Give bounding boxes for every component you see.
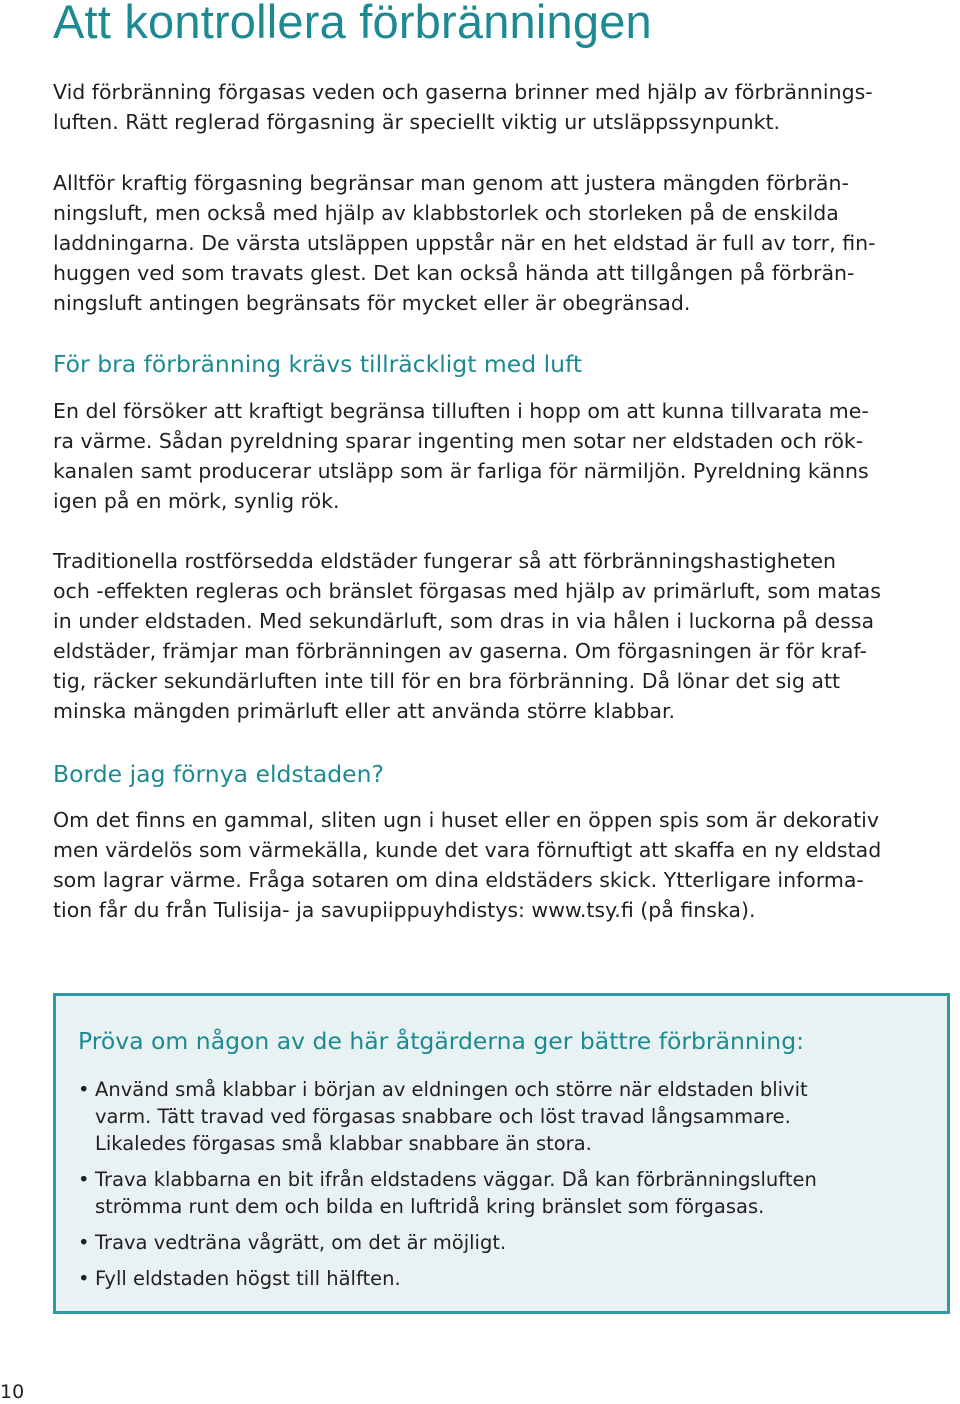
text-line: huggen ved som travats glest. Det kan också hända att tillgången på förbrän- [53, 261, 855, 285]
text-line: Traditionella rostförsedda eldstäder fungerar så att förbränningshastigheten [53, 549, 837, 573]
text-line: kanalen samt producerar utsläpp som är farliga för närmiljön. Pyreldning känns [53, 459, 869, 483]
text-line: som lagrar värme. Fråga sotaren om dina eldstäders skick. Ytterligare informa- [53, 868, 864, 892]
text-line: in under eldstaden. Med sekundärluft, som dras in via hålen i luckorna på dessa [53, 609, 875, 633]
tips-list [78, 1076, 817, 1301]
text-line: ningsluft antingen begränsats för mycket eller är obegränsad. [53, 291, 691, 315]
text-line: men värdelös som värmekälla, kunde det vara förnuftigt att skaffa en ny eldstad [53, 838, 882, 862]
text-line: Fyll eldstaden högst till hälften. [95, 1267, 401, 1290]
text-line: strömma runt dem och bilda en luftridå kring bränslet som förgasas. [95, 1195, 765, 1218]
text-line: Trava klabbarna en bit ifrån eldstadens väggar. Då kan förbränningsluften [95, 1168, 817, 1191]
bullet-icon: • [78, 1267, 90, 1290]
list-item [78, 1229, 817, 1256]
text-line: Vid förbränning förgasas veden och gaserna brinner med hjälp av förbrännings- [53, 80, 873, 104]
list-item [78, 1265, 817, 1292]
section-heading-air: För bra förbränning krävs tillräckligt med luft [53, 350, 583, 378]
page-title: Att kontrollera förbränningen [53, 0, 652, 48]
text-line: laddningarna. De värsta utsläppen uppstår när en het eldstad är full av torr, fin- [53, 231, 876, 255]
section2-paragraph-1 [53, 805, 881, 925]
bullet-icon: • [78, 1168, 90, 1191]
section1-paragraph-1 [53, 396, 869, 516]
tips-heading: Pröva om någon av de här åtgärderna ger bättre förbränning: [78, 1027, 805, 1055]
page-number: 10 [0, 1381, 25, 1403]
list-item [78, 1166, 817, 1220]
text-line: tion får du från Tulisija- ja savupiippuyhdistys: www.tsy.fi (på finska). [53, 898, 756, 922]
text-line: luften. Rätt reglerad förgasning är speciellt viktig ur utsläppssynpunkt. [53, 110, 781, 134]
bullet-icon: • [78, 1078, 90, 1101]
text-line: eldstäder, främjar man förbränningen av gaserna. Om förgasningen är för kraf- [53, 639, 867, 663]
text-line: och -effekten regleras och bränslet förgasas med hjälp av primärluft, som matas [53, 579, 881, 603]
text-line: ningsluft, men också med hjälp av klabbstorlek och storleken på de enskilda [53, 201, 839, 225]
text-line: minska mängden primärluft eller att använda större klabbar. [53, 699, 676, 723]
text-line: tig, räcker sekundärluften inte till för en bra förbränning. Då lönar det sig att [53, 669, 841, 693]
text-line: Använd små klabbar i början av eldningen och större när eldstaden blivit [95, 1078, 808, 1101]
bullet-icon: • [78, 1231, 90, 1254]
text-line: Om det finns en gammal, sliten ugn i huset eller en öppen spis som är dekorativ [53, 808, 879, 832]
intro-paragraph-2 [53, 168, 876, 318]
list-item [78, 1076, 817, 1157]
text-line: Trava vedträna vågrätt, om det är möjligt. [95, 1231, 507, 1254]
section-heading-new-fireplace: Borde jag förnya eldstaden? [53, 760, 384, 788]
text-line: Alltför kraftig förgasning begränsar man genom att justera mängden förbrän- [53, 171, 849, 195]
text-line: Likaledes förgasas små klabbar snabbare än stora. [95, 1132, 592, 1155]
text-line: ra värme. Sådan pyreldning sparar ingenting men sotar ner eldstaden och rök- [53, 429, 864, 453]
text-line: varm. Tätt travad ved förgasas snabbare och löst travad långsammare. [95, 1105, 791, 1128]
intro-paragraph-1 [53, 77, 873, 137]
text-line: igen på en mörk, synlig rök. [53, 489, 340, 513]
section1-paragraph-2 [53, 546, 881, 726]
text-line: En del försöker att kraftigt begränsa tilluften i hopp om att kunna tillvarata me- [53, 399, 869, 423]
tips-box [53, 993, 950, 1314]
